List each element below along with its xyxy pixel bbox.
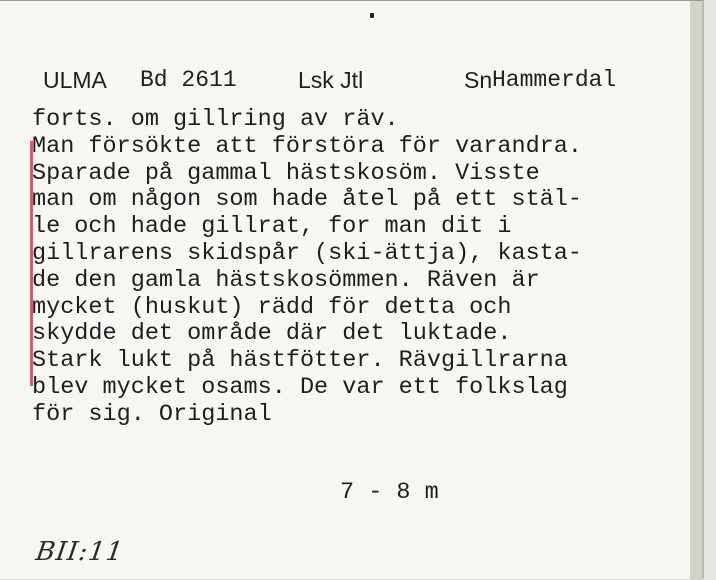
handwritten-note: BII:11 bbox=[33, 537, 126, 567]
body-line: för sig. Original bbox=[32, 400, 272, 428]
body-line: man om någon som hade åtel på ett stäl- bbox=[32, 186, 582, 214]
punch-dot bbox=[370, 13, 374, 18]
page-range: 7 - 8 m bbox=[340, 479, 439, 506]
parish-prefix: Sn bbox=[464, 67, 493, 93]
card-edge-strip bbox=[690, 1, 702, 580]
body-line: mycket (huskut) rädd för detta och bbox=[32, 293, 512, 321]
parish-name: Hammerdal bbox=[492, 67, 617, 93]
card-body-text bbox=[32, 107, 582, 429]
body-line: forts. om gillring av räv. bbox=[32, 106, 399, 133]
county-code: Lsk Jtl bbox=[298, 67, 364, 93]
body-line: skydde det område där det luktade. bbox=[32, 320, 512, 348]
archive-code: ULMA bbox=[43, 67, 107, 93]
body-line: Stark lukt på hästfötter. Rävgillrarna bbox=[32, 347, 568, 375]
body-line: le och hade gillrat, for man dit i bbox=[32, 213, 512, 241]
body-line: gillrarens skidspår (ski-ättja), kasta- bbox=[32, 239, 582, 267]
body-line: de den gamla hästskosömmen. Räven är bbox=[32, 266, 540, 294]
body-line: Man försökte att förstöra för varandra. bbox=[32, 132, 582, 160]
volume-number: Bd 2611 bbox=[140, 67, 237, 93]
body-line: blev mycket osams. De var ett folkslag bbox=[32, 373, 568, 401]
body-line: Sparade på gammal hästskosöm. Visste bbox=[32, 159, 540, 187]
